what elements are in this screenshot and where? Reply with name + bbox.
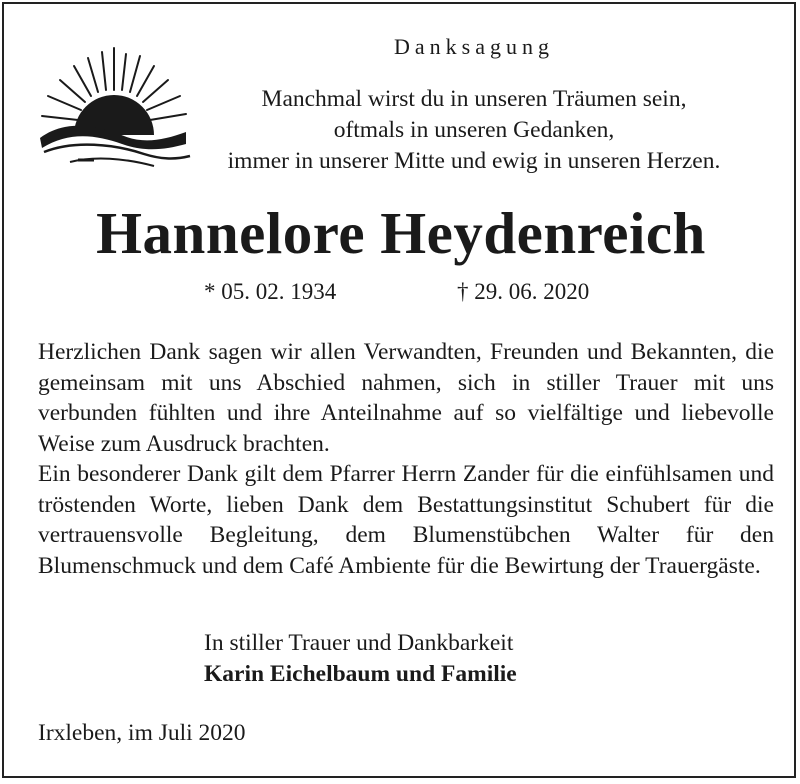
verse-line: Manchmal wirst du in unseren Träumen sein, bbox=[261, 86, 687, 112]
closing-line: In stiller Trauer und Dankbarkeit bbox=[204, 630, 514, 656]
thanks-paragraph: Ein besonderer Dank gilt dem Pfarrer Herrn Zander für die einfühlsamen und tröstenden Worte, lieben Dank dem Bestattungsinstitut Schubert für die vertrauensvolle Begleitung, dem Blumenstübchen Walter für den Blumenschmuck und dem Café Ambiente für die Bewirtung der Trauergäste. bbox=[38, 461, 774, 579]
signature-block bbox=[204, 628, 517, 690]
obituary-notice bbox=[2, 2, 796, 778]
family-signature: Karin Eichelbaum und Familie bbox=[204, 661, 517, 687]
thanks-text bbox=[38, 337, 774, 581]
verse-line: immer in unserer Mitte und ewig in unseren Herzen. bbox=[227, 148, 721, 174]
thanks-paragraph: Herzlichen Dank sagen wir allen Verwandten, Freunden und Bekannten, die gemeinsam mit uns Abschied nahmen, sich in stiller Trauer mit uns verbunden fühlten und ihre Anteilnahme auf so vielfältige und liebevolle Weise zum Ausdruck brachten. bbox=[38, 339, 774, 457]
header bbox=[164, 34, 784, 177]
verse-line: oftmals in unseren Gedanken, bbox=[333, 117, 615, 143]
notice-heading: Danksagung bbox=[394, 34, 554, 59]
place-and-date: Irxleben, im Juli 2020 bbox=[38, 720, 246, 746]
deceased-name: Hannelore Heydenreich bbox=[96, 200, 706, 266]
death-date: † 29. 06. 2020 bbox=[457, 279, 590, 304]
birth-date: * 05. 02. 1934 bbox=[204, 279, 337, 304]
